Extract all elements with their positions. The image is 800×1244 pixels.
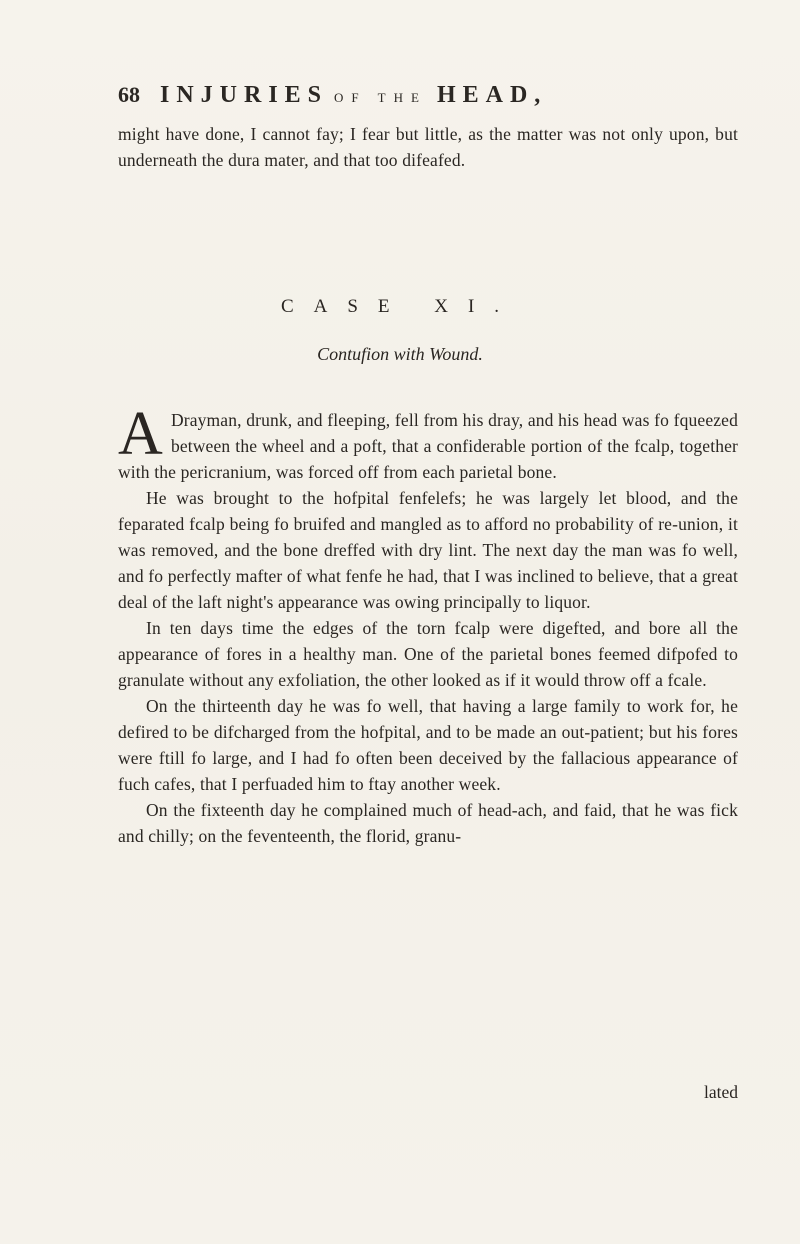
catchword: lated: [703, 1082, 738, 1102]
paragraph-1-text: Drayman, drunk, and fleeping, fell from his dray, and his head was fo fqueezed between the wheel and a poft, that a confiderable portion of the fcalp, together with the pericranium, was forced off from each parietal bone.: [118, 410, 738, 482]
paragraph-2: He was brought to the hofpital fenfelefs; he was largely let blood, and the feparated fcalp being fo bruifed and mangled as to afford no probability of re-union, it was removed, and the bone dreffed with dry lint. The next day the man was fo well, and fo perfectly mafter of what fenfe he had, that I was inclined to believe, that a great deal of the laft night's appearance was owing principally to liquor.: [118, 488, 738, 612]
paragraph-3: In ten days time the edges of the torn fcalp were digefted, and bore all the appearance of fores in a healthy man. One of the parietal bones feemed difpofed to granulate without any exfoliation, the other looked as if it would throw off a fcale.: [118, 618, 738, 690]
paragraph-4: On the thirteenth day he was fo well, that having a large family to work for, he defired to be difcharged from the hofpital, and to be made an out-patient; but his fores were ftill fo large, and I had fo often been deceived by the fallacious appearance of fuch cafes, that I perfuaded him to ftay another week.: [118, 696, 738, 794]
paragraph-1: [118, 400, 738, 485]
drop-cap: A: [118, 400, 163, 468]
case-subtitle: Contufion with Wound.: [317, 344, 483, 364]
paragraph-5: On the fixteenth day he complained much of head-ach, and faid, that he was fick and chilly; on the feventeenth, the florid, granu-: [118, 800, 738, 846]
running-title-of-the: OF THE: [334, 90, 427, 105]
running-title-injuries: INJURIES: [160, 82, 329, 108]
running-head: [118, 82, 678, 118]
case-body: [118, 400, 738, 849]
page-number: 68: [118, 82, 140, 107]
continuation-text: might have done, I cannot fay; I fear but little, as the matter was not only upon, but underneath the dura mater, and that too difeafed.: [118, 124, 738, 170]
running-title-head: HEAD,: [436, 82, 548, 108]
continuation-paragraph: [118, 121, 738, 173]
case-heading: CASE XI.: [280, 296, 520, 317]
